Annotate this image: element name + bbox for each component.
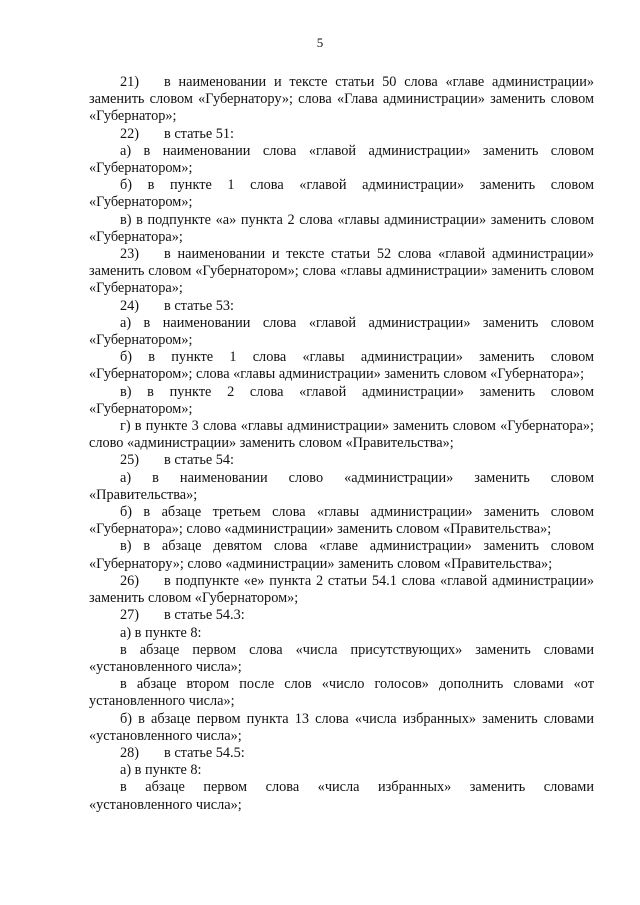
- paragraph: [89, 298, 594, 315]
- paragraph: [89, 779, 594, 813]
- paragraph-text: а) в наименовании слова «главой администрации» заменить словом «Губернатором»;: [89, 142, 594, 177]
- paragraph-text: в абзаце первом слова «числа присутствующих» заменить словами «установленного числа»;: [89, 641, 594, 675]
- paragraph-text: в) в подпункте «а» пункта 2 слова «главы администрации» заменить словом «Губернатора»;: [89, 211, 594, 245]
- paragraph: [89, 143, 594, 177]
- item-number: 27): [120, 607, 140, 624]
- paragraph: [89, 246, 594, 298]
- paragraph-text: в) в абзаце девятом слова «главе администрации» заменить словом «Губернатору»; слово «администрации» заменить словом «Правительства»;: [89, 538, 594, 572]
- paragraph-text: в подпункте «е» пункта 2 статьи 54.1 слова «главой администрации» заменить словом «Губернатором»;: [89, 572, 594, 607]
- paragraph-text: в статье 54.5:: [164, 744, 245, 761]
- paragraph-text: а) в пункте 8:: [120, 624, 202, 641]
- paragraph: [89, 126, 594, 143]
- paragraph-text: в абзаце первом слова «числа избранных» заменить словами «установленного числа»;: [89, 779, 594, 813]
- item-number: 24): [120, 297, 140, 314]
- paragraph: [89, 315, 594, 349]
- paragraph: [89, 452, 594, 469]
- item-number: 22): [120, 125, 140, 142]
- paragraph: [89, 504, 594, 538]
- paragraph-text: в абзаце втором после слов «число голосов» дополнить словами «от установленного числа»;: [89, 676, 594, 710]
- paragraph-text: б) в пункте 1 слова «главы администрации» заменить словом «Губернатором»; слова «главы администрации» заменить словом «Губернатора»;: [89, 349, 594, 383]
- item-number: 21): [120, 74, 140, 90]
- paragraph: [89, 418, 594, 452]
- paragraph-text: в наименовании и тексте статьи 50 слова «главе администрации» заменить словом «Губернатору»; слова «Глава администрации» заменить словом «Губернатор»;: [89, 74, 594, 125]
- paragraph-text: г) в пункте 3 слова «главы администрации» заменить словом «Губернатора»; слово «администрации» заменить словом «Правительства»;: [89, 418, 594, 452]
- paragraph: [89, 212, 594, 246]
- paragraph-text: а) в наименовании слово «администрации» заменить словом «Правительства»;: [89, 469, 594, 503]
- paragraph: [89, 642, 594, 676]
- item-number: 28): [120, 744, 140, 761]
- item-number: 25): [120, 452, 140, 469]
- paragraph-text: в наименовании и тексте статьи 52 слова «главой администрации» заменить словом «Губернатором»; слова «главы администрации» заменить словом «Губернатора»;: [89, 246, 594, 297]
- paragraph-text: б) в абзаце первом пункта 13 слова «числа избранных» заменить словами «установленного числа»;: [89, 710, 594, 744]
- paragraph: [89, 384, 594, 418]
- paragraph-text: в статье 54.3:: [164, 607, 245, 624]
- document-body: [89, 74, 594, 814]
- paragraph: [89, 177, 594, 211]
- paragraph: [89, 625, 594, 642]
- paragraph: [89, 711, 594, 745]
- item-number: 26): [120, 572, 140, 589]
- item-number: 23): [120, 246, 140, 263]
- paragraph: [89, 745, 594, 762]
- paragraph: [89, 538, 594, 572]
- paragraph-text: в статье 53:: [164, 297, 235, 314]
- paragraph-text: в статье 51:: [164, 125, 235, 142]
- paragraph: [89, 470, 594, 504]
- paragraph-text: б) в пункте 1 слова «главой администрации» заменить словом «Губернатором»;: [89, 177, 594, 211]
- paragraph: [89, 676, 594, 710]
- paragraph-text: б) в абзаце третьем слова «главы администрации» заменить словом «Губернатора»; слово «администрации» заменить словом «Правительства»;: [89, 504, 594, 538]
- paragraph: [89, 762, 594, 779]
- paragraph: [89, 573, 594, 607]
- paragraph: [89, 349, 594, 383]
- paragraph: [89, 607, 594, 624]
- paragraph-text: в) в пункте 2 слова «главой администрации» заменить словом «Губернатором»;: [89, 383, 594, 417]
- paragraph-text: в статье 54:: [164, 452, 235, 469]
- paragraph-text: а) в пункте 8:: [120, 762, 202, 779]
- paragraph: [89, 74, 594, 126]
- page-number: 5: [316, 35, 324, 50]
- paragraph-text: а) в наименовании слова «главой администрации» заменить словом «Губернатором»;: [89, 314, 594, 349]
